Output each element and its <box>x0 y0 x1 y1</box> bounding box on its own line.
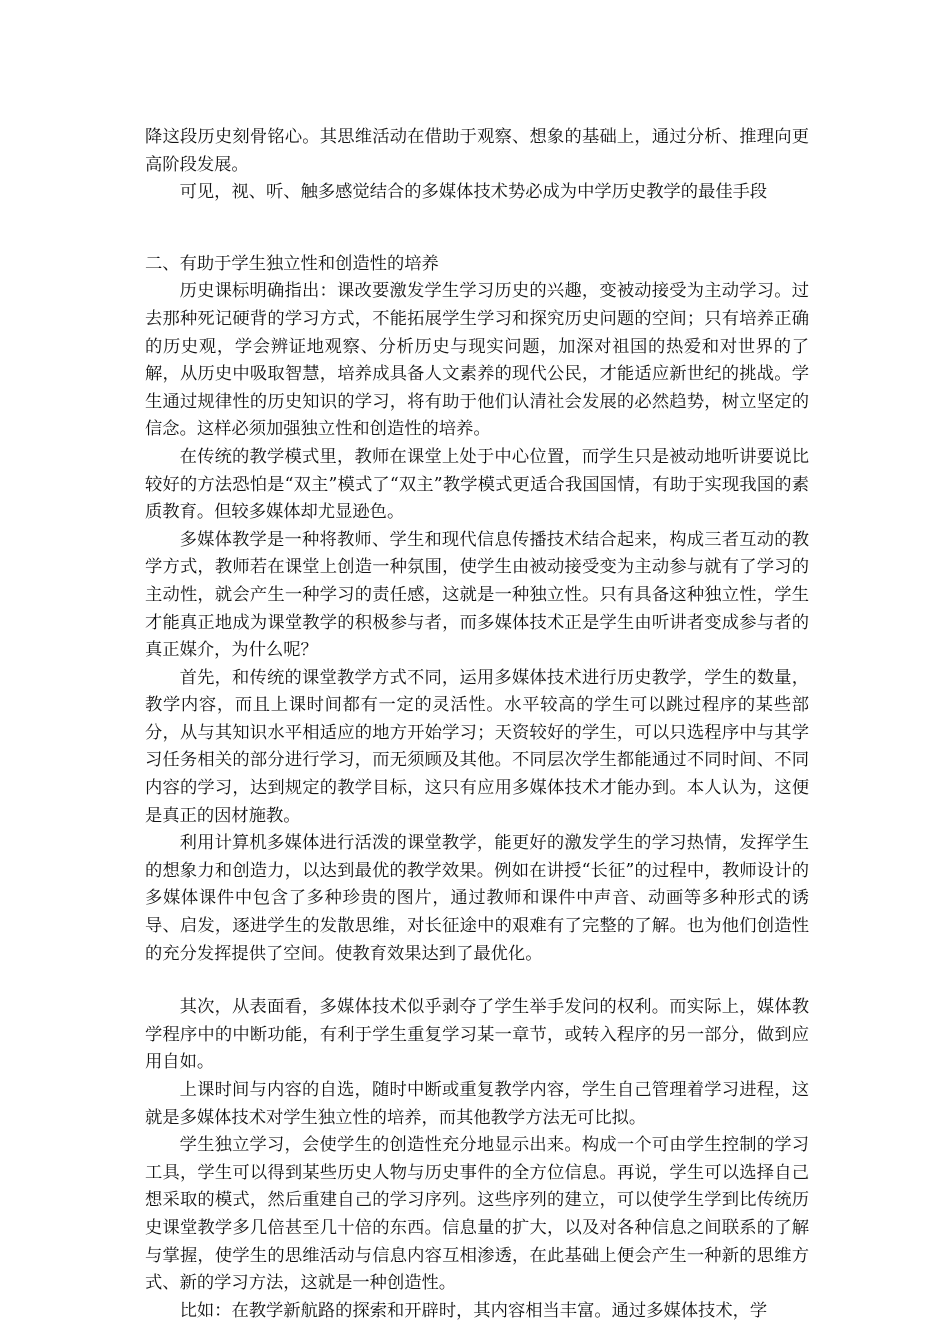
paragraph: 其次，从表面看，多媒体技术似乎剥夺了学生举手发问的权利。而实际上，媒体教学程序中的中断功能，有利于学生重复学习某一章节，或转入程序的另一部分，做到应用自如。 <box>145 997 809 1073</box>
paragraph: 在传统的教学模式里，教师在课堂上处于中心位置，而学生只是被动地听讲要说比较好的方法恐怕是“双主”模式了“双主”教学模式更适合我国国情，有助于实现我国的素质教育。但较多媒体却尤显逊色。 <box>145 446 809 523</box>
paragraph: 学生独立学习，会使学生的创造性充分地显示出来。构成一个可由学生控制的学习工具，学生可以得到某些历史人物与历史事件的全方位信息。再说，学生可以选择自己想采取的模式，然后重建自己的学习序列。这些序列的建立，可以使学生学到比传统历史课堂教学多几倍甚至几十倍的东西。信息量的扩大，以及对各种信息之间联系的了解与掌握，使学生的思维活动与信息内容互相渗透，在此基础上便会产生一种新的思维方式、新的学习方法，这就是一种创造性。 <box>145 1135 809 1294</box>
paragraph: 利用计算机多媒体进行活泼的课堂教学，能更好的激发学生的学习热情，发挥学生的想象力和创造力，以达到最优的教学效果。例如在讲授“长征”的过程中，教师设计的多媒体课件中包含了多种珍贵的图片，通过教师和课件中声音、动画等多种形式的诱导、启发，逐进学生的发散思维，对长征途中的艰难有了完整的了解。也为他们创造性的充分发挥提供了空间。使教育效果达到了最优化。 <box>145 833 809 964</box>
paragraph-conclusion: 可见，视、听、触多感觉结合的多媒体技术势必成为中学历史教学的最佳手段 <box>179 182 768 203</box>
paragraph: 多媒体教学是一种将教师、学生和现代信息传播技术结合起来，构成三者互动的教学方式，教师若在课堂上创造一种氛围，使学生由被动接受变为主动参与就有了学习的主动性，就会产生一种学习的责任感，这就是一种独立性。只有具备这种独立性，学生才能真正地成为课堂教学的积极参与者，而多媒体技术正是学生由听讲者变成参与者的真正媒介，为什么呢？ <box>145 529 809 661</box>
blank-gap <box>145 207 809 251</box>
paragraph-continuation: 降这段历史刻骨铭心。其思维活动在借助于观察、想象的基础上，通过分析、推理向更高阶段发展。 <box>145 127 809 175</box>
paragraph: 比如：在教学新航路的探索和开辟时，其内容相当丰富。通过多媒体技术，学 <box>179 1300 768 1321</box>
section-heading: 二、有助于学生独立性和创造性的培养 <box>145 253 439 274</box>
paragraph: 首先，和传统的课堂教学方式不同，运用多媒体技术进行历史教学，学生的数量，教学内容，而且上课时间都有一定的灵活性。水平较高的学生可以跳过程序的某些部分，从与其知识水平相适应的地方开始学习；天资较好的学生，可以只选程序中与其学习任务相关的部分进行学习，而无须顾及其他。不同层次学生都能通过不同时间、不同内容的学习，达到规定的教学目标，这只有应用多媒体技术才能办到。本人认为，这便是真正的因材施教。 <box>145 667 809 826</box>
paragraph: 历史课标明确指出：课改要激发学生学习历史的兴趣，变被动接受为主动学习。过去那种死记硬背的学习方式，不能拓展学生学习和探究历史问题的空间；只有培养正确的历史观，学会辨证地观察、分析历史与现实问题，加深对祖国的热爱和对世界的了解，从历史中吸取智慧，培养成具备人文素养的现代公民，才能适应新世纪的挑战。学生通过规律性的历史知识的学习，将有助于他们认清社会发展的必然趋势，树立坚定的信念。这样必须加强独立性和创造性的培养。 <box>145 281 809 440</box>
document-body <box>145 124 809 1325</box>
paragraph: 上课时间与内容的自选，随时中断或重复教学内容，学生自己管理着学习进程，这就是多媒体技术对学生独立性的培养，而其他教学方法无可比拟。 <box>145 1080 809 1128</box>
blank-gap <box>145 968 809 994</box>
